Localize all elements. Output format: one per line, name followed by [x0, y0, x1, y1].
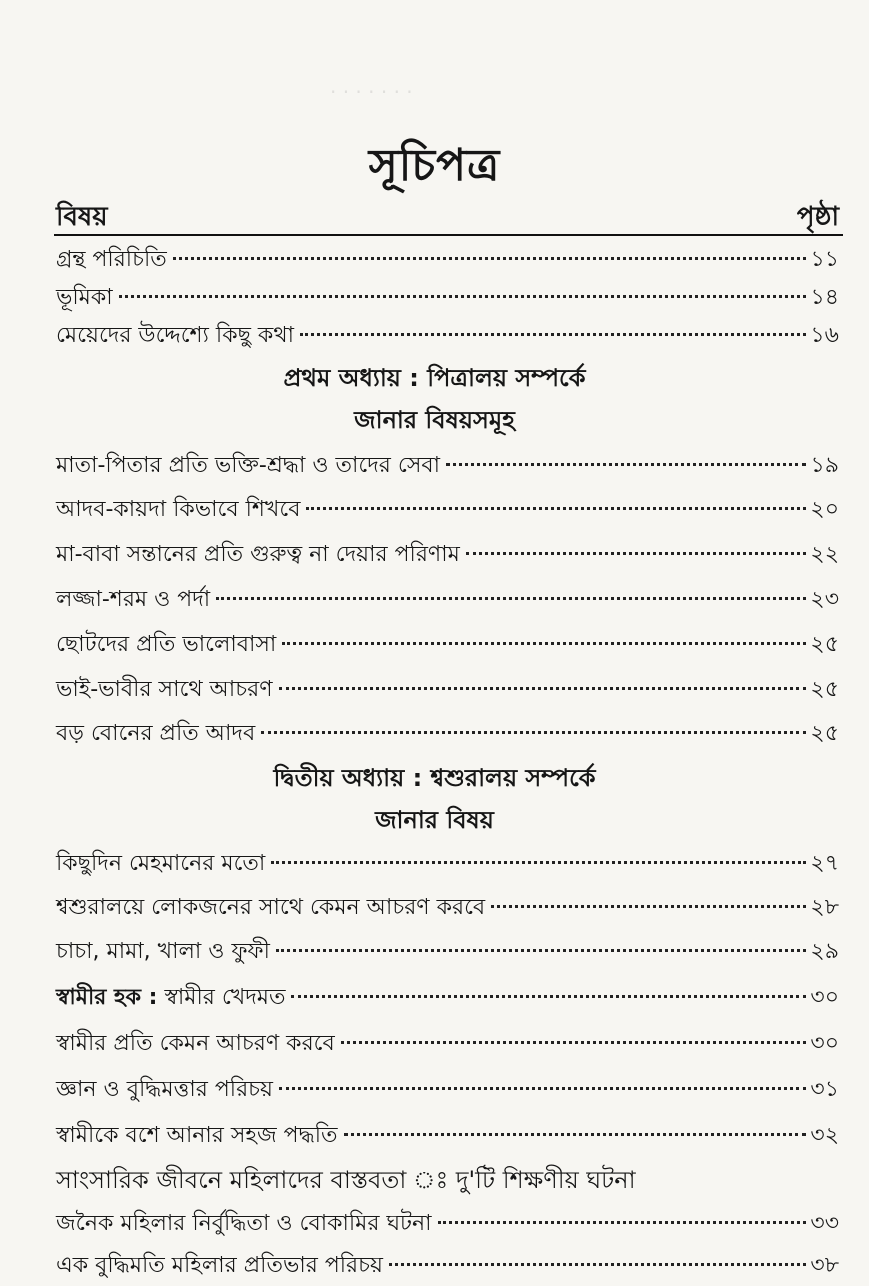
entry-title: ছোটদের প্রতি ভালোবাসা [56, 632, 277, 657]
chapter-heading: প্রথম অধ্যায় : পিত্রালয় সম্পর্কে [283, 364, 586, 392]
entry-page: ২০ [810, 497, 839, 522]
chapter-subheading: জানার বিষয়সমূহ [354, 406, 515, 434]
entry-title-rest: স্বামীর খেদমত [164, 985, 286, 1010]
leader-dots [306, 507, 806, 510]
entry-title: জনৈক মহিলার নির্বুদ্ধিতা ও বোকামির ঘটনা [56, 1211, 432, 1236]
leader-dots [271, 861, 806, 864]
toc-entry [56, 1248, 839, 1286]
entry-title: এক বুদ্ধিমতি মহিলার প্রতিভার পরিচয় [56, 1253, 383, 1278]
section-heading: সাংসারিক জীবনে মহিলাদের বাস্তবতা ঃ দু'টি শিক্ষণীয় ঘটনা [56, 1166, 636, 1194]
chapter-subheading: জানার বিষয় [375, 806, 494, 834]
entry-page: ৩৩ [810, 1211, 839, 1236]
entry-page: ২৫ [810, 632, 839, 657]
toc-entry [56, 537, 839, 575]
entry-page: ২২ [810, 542, 839, 567]
entry-title: জ্ঞান ও বুদ্ধিমত্তার পরিচয় [56, 1077, 274, 1102]
entry-title: স্বামীর প্রতি কেমন আচরণ করবে [56, 1031, 335, 1056]
toc-entry [56, 492, 839, 530]
entry-title: গ্রন্থ পরিচিতি [56, 247, 167, 272]
leader-dots [341, 1041, 807, 1044]
toc-entry [56, 242, 839, 280]
column-header-topic: বিষয় [56, 202, 108, 232]
bleed-through-text: · · · · · · · [330, 80, 413, 104]
leader-dots [438, 1221, 807, 1224]
toc-entry [56, 846, 839, 884]
entry-page: ২৫ [810, 721, 839, 746]
entry-page: ২৩ [810, 587, 839, 612]
chapter-heading: দ্বিতীয় অধ্যায় : শ্বশুরালয় সম্পর্কে [273, 764, 596, 792]
toc-entry [56, 318, 839, 356]
page-title: সূচিপত্র [368, 140, 501, 191]
leader-dots [279, 1087, 806, 1090]
toc-entry [56, 716, 839, 754]
entry-page: ১৪ [810, 285, 839, 310]
toc-entry [56, 627, 839, 665]
leader-dots [389, 1263, 806, 1266]
entry-title: বড় বোনের প্রতি আদব [56, 721, 256, 746]
leader-dots [279, 687, 807, 690]
entry-page: ২৯ [810, 939, 839, 964]
toc-entry [56, 1206, 839, 1244]
toc-entry [56, 1026, 839, 1064]
entry-page: ৩০ [810, 1031, 839, 1056]
entry-page: ৩৮ [810, 1253, 839, 1278]
entry-page: ৩২ [810, 1123, 839, 1148]
leader-dots [216, 597, 806, 600]
toc-entry [56, 934, 839, 972]
leader-dots [291, 995, 806, 998]
entry-page: ১৬ [810, 323, 839, 348]
leader-dots [344, 1133, 807, 1136]
entry-title: লজ্জা-শরম ও পর্দা [56, 587, 211, 612]
entry-title: মা-বাবা সন্তানের প্রতি গুরুত্ব না দেয়ার পরিণাম [56, 542, 460, 567]
entry-title: কিছুদিন মেহমানের মতো [56, 851, 266, 876]
leader-dots [119, 295, 807, 298]
toc-entry [56, 448, 839, 486]
entry-page: ১৯ [810, 453, 839, 478]
leader-dots [173, 257, 807, 260]
entry-page: ২৫ [810, 677, 839, 702]
entry-title: মাতা-পিতার প্রতি ভক্তি-শ্রদ্ধা ও তাদের সেবা [56, 453, 440, 478]
header-divider [54, 234, 843, 236]
entry-page: ২৭ [810, 851, 839, 876]
leader-dots [276, 949, 807, 952]
leader-dots [300, 333, 806, 336]
toc-entry [56, 672, 839, 710]
toc-entry [56, 1118, 839, 1156]
entry-title-bold: স্বামীর হক : [56, 985, 158, 1010]
toc-entry [56, 890, 839, 928]
entry-title: স্বামীকে বশে আনার সহজ পদ্ধতি [56, 1123, 338, 1148]
leader-dots [282, 642, 806, 645]
leader-dots [466, 552, 807, 555]
leader-dots [446, 463, 806, 466]
entry-title: মেয়েদের উদ্দেশ্যে কিছু কথা [56, 323, 294, 348]
toc-entry [56, 582, 839, 620]
column-header-page: পৃষ্ঠা [796, 202, 839, 232]
entry-title: চাচা, মামা, খালা ও ফুফী [56, 939, 270, 964]
entry-title: আদব-কায়দা কিভাবে শিখবে [56, 497, 301, 522]
toc-entry [56, 280, 839, 318]
entry-title: শ্বশুরালয়ে লোকজনের সাথে কেমন আচরণ করবে [56, 895, 486, 920]
entry-title: ভূমিকা [56, 285, 113, 310]
entry-page: ১১ [810, 247, 839, 272]
entry-page: ২৮ [810, 895, 839, 920]
entry-page: ৩০ [810, 985, 839, 1010]
entry-title [56, 980, 285, 1017]
leader-dots [491, 905, 806, 908]
toc-entry [56, 1072, 839, 1110]
toc-entry [56, 980, 839, 1018]
entry-page: ৩১ [810, 1077, 839, 1102]
leader-dots [261, 731, 806, 734]
entry-title: ভাই-ভাবীর সাথে আচরণ [56, 677, 273, 702]
